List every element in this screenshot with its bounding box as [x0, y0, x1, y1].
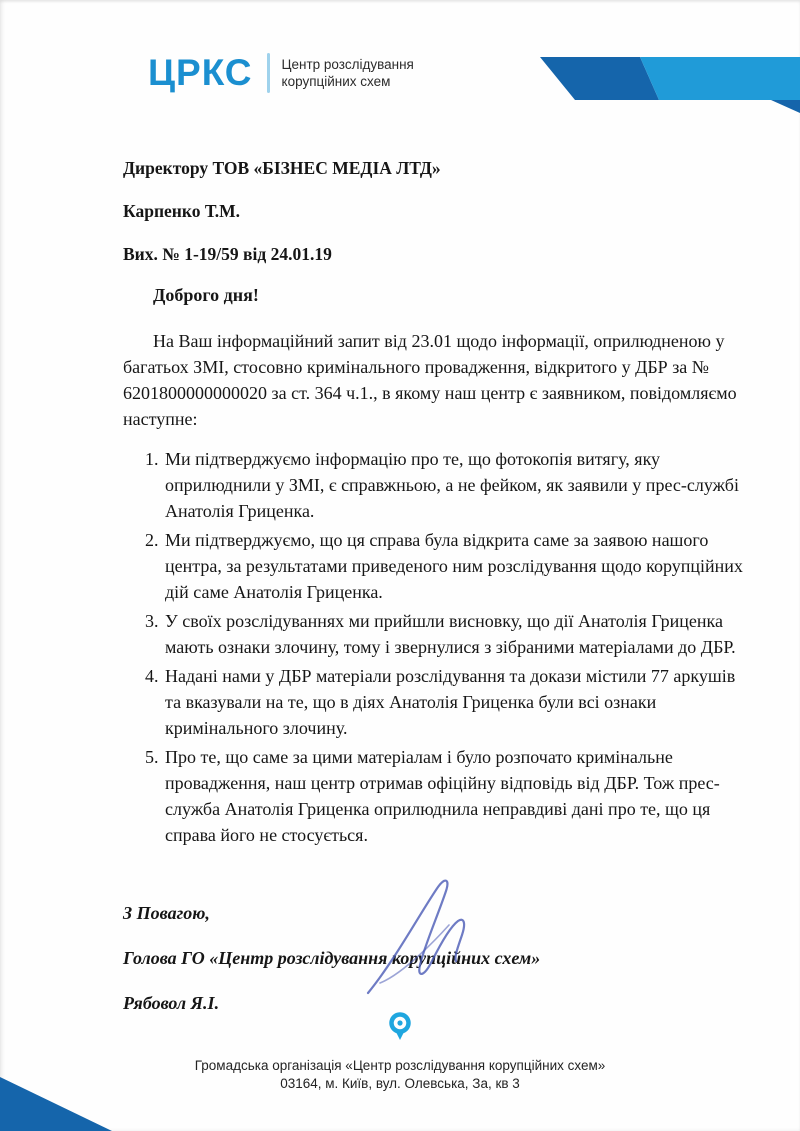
ribbon-shape-svg [535, 55, 800, 115]
signature-closing: З Повагою, [123, 903, 210, 923]
list-item: 1. Ми підтверджуємо інформацію про те, що фотокопія витягу, яку оприлюднили у ЗМІ, є справжньою, а не фейком, як заявили у прес-службі Анатолія Гриценка. [163, 446, 747, 524]
footer-org-line: Громадська організація «Центр розслідування корупційних схем» [194, 1058, 606, 1073]
letter-footer [0, 1012, 800, 1093]
org-logo-abbr: ЦРКС [148, 52, 253, 93]
location-pin-icon [387, 1012, 413, 1047]
org-logo-name-line2: корупційних схем [281, 74, 391, 89]
logo-divider [267, 53, 270, 93]
footer-address-line: 03164, м. Київ, вул. Олевська, За, кв 3 [280, 1076, 520, 1091]
greeting-line: Доброго дня! [153, 285, 259, 305]
recipient-person: Карпенко Т.М. [123, 201, 241, 221]
letterhead [148, 52, 414, 94]
numbered-points-list [123, 446, 747, 848]
list-item: 3. У своїх розслідуваннях ми прийшли висновку, що дії Анатолія Гриценка мають ознаки злочину, тому і звернулися з зібраними матеріалами до ДБР. [163, 608, 747, 660]
org-logo-name [282, 56, 414, 90]
top-right-ribbon-decoration [535, 55, 800, 115]
list-item: 2. Ми підтверджуємо, що ця справа була відкрита саме за заявою нашого центра, за результатами приведеного ним розслідування щодо корупційних дій саме Анатолія Гриценка. [163, 527, 747, 605]
list-item: 4. Надані нами у ДБР матеріали розслідування та докази містили 77 аркушів та вказували на те, що в діях Анатолія Гриценка були всі ознаки кримінального злочину. [163, 663, 747, 741]
recipient-line: Директору ТОВ «БІЗНЕС МЕДІА ЛТД» [123, 158, 441, 178]
letter-content [123, 155, 747, 1016]
signature-name: Рябовол Я.І. [123, 993, 220, 1013]
signature-title: Голова ГО «Центр розслідування корупційних схем» [123, 948, 541, 968]
org-logo-name-line1: Центр розслідування [281, 57, 414, 72]
list-item: 5. Про те, що саме за цими матеріалам і було розпочато кримінальне провадження, наш центр отримав офіційну відповідь від ДБР. Тож прес-служба Анатолія Гриценка оприлюднила неправдиві дані про те, що ця справа його не стосується. [163, 744, 747, 848]
intro-paragraph: На Ваш інформаційний запит від 23.01 щодо інформації, оприлюдненою у багатьох ЗМІ, стосовно кримінального провадження, відкритого у ДБР за № 6201800000000020 за ст. 364 ч.1., в якому наш центр є заявником, повідомляємо наступне: [123, 331, 737, 429]
reference-number-line: Вих. № 1-19/59 від 24.01.19 [123, 244, 332, 264]
